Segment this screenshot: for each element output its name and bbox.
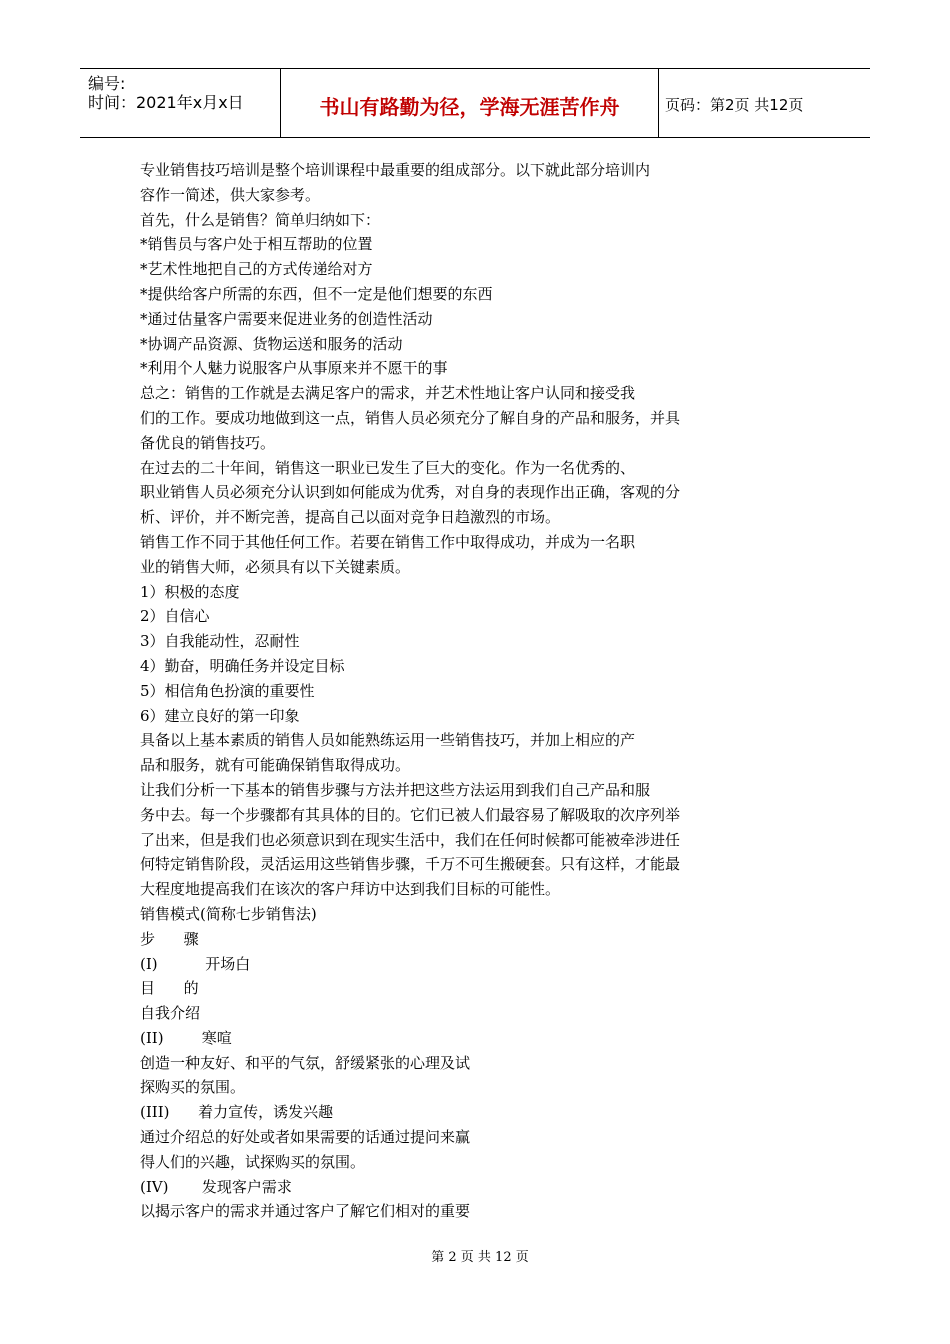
header-page-number: 页码：第2页 共12页	[665, 96, 804, 114]
body-line: 1）积极的态度	[140, 582, 240, 601]
body-line: 销售模式(简称七步销售法)	[140, 904, 317, 923]
header-motto: 书山有路勤为径，学海无涯苦作舟	[319, 95, 620, 119]
document-time-label: 时间：2021年x月x日	[88, 93, 244, 112]
body-line: 业的销售大师，必须具有以下关键素质。	[140, 557, 411, 576]
body-line: (III) 着力宣传，诱发兴趣	[140, 1103, 334, 1122]
body-line: 专业销售技巧培训是整个培训课程中最重要的组成部分。以下就此部分培训内	[140, 161, 651, 179]
body-line: 大程度地提高我们在该次的客户拜访中达到我们目标的可能性。	[140, 880, 561, 899]
body-line: (II) 寒喧	[140, 1028, 232, 1047]
body-line: (IV) 发现客户需求	[140, 1177, 292, 1196]
body-line: 何特定销售阶段，灵活运用这些销售步骤，千万不可生搬硬套。只有这样，才能最	[140, 855, 681, 874]
body-line: *提供给客户所需的东西，但不一定是他们想要的东西	[140, 284, 493, 303]
body-line: 职业销售人员必须充分认识到如何能成为优秀，对自身的表现作出正确，客观的分	[140, 483, 681, 502]
header-meta-cell	[80, 69, 281, 137]
body-line: 品和服务，就有可能确保销售取得成功。	[140, 756, 411, 775]
body-line: 具备以上基本素质的销售人员如能熟练运用一些销售技巧，并加上相应的产	[140, 731, 636, 750]
body-line: *艺术性地把自己的方式传递给对方	[140, 260, 373, 279]
header-page-cell	[659, 69, 870, 137]
body-line: 们的工作。要成功地做到这一点，销售人员必须充分了解自身的产品和服务，并具	[140, 408, 681, 427]
body-line: 以揭示客户的需求并通过客户了解它们相对的重要	[140, 1202, 471, 1221]
body-line: 步 骤	[140, 929, 199, 948]
body-line: *通过估量客户需要来促进业务的创造性活动	[140, 309, 433, 328]
body-line: 备优良的销售技巧。	[140, 433, 276, 452]
header-motto-cell	[281, 69, 659, 137]
body-line: 4）勤奋，明确任务并设定目标	[140, 656, 345, 675]
body-line: 在过去的二十年间，销售这一职业已发生了巨大的变化。作为一名优秀的、	[140, 458, 636, 477]
body-line: 了出来，但是我们也必须意识到在现实生活中，我们在任何时候都可能被牵涉进任	[140, 830, 681, 849]
body-line: 首先，什么是销售？简单归纳如下：	[140, 210, 381, 229]
body-line: 目 的	[140, 979, 199, 998]
body-line: 得人们的兴趣，试探购买的氛围。	[140, 1152, 366, 1171]
body-line: 创造一种友好、和平的气氛，舒缓紧张的心理及试	[140, 1053, 471, 1072]
body-line: 6）建立良好的第一印象	[140, 706, 300, 725]
body-line: *利用个人魅力说服客户从事原来并不愿干的事	[140, 359, 448, 378]
body-line: 务中去。每一个步骤都有其具体的目的。它们已被人们最容易了解吸取的次序列举	[140, 805, 681, 824]
body-line: 销售工作不同于其他任何工作。若要在销售工作中取得成功，并成为一名职	[140, 532, 636, 551]
body-line: 2）自信心	[140, 607, 210, 626]
body-line: 探购买的氛围。	[140, 1078, 246, 1097]
body-text	[140, 158, 750, 1224]
body-line: 让我们分析一下基本的销售步骤与方法并把这些方法运用到我们自己产品和服	[140, 780, 651, 799]
body-line: 自我介绍	[140, 1004, 201, 1023]
body-line: 5）相信角色扮演的重要性	[140, 681, 315, 700]
page-footer: 第 2 页 共 12 页	[431, 1250, 529, 1265]
body-line: *销售员与客户处于相互帮助的位置	[140, 235, 373, 254]
body-line: 析、评价，并不断完善，提高自己以面对竞争日趋激烈的市场。	[140, 508, 561, 527]
body-line: 总之：销售的工作就是去满足客户的需求，并艺术性地让客户认同和接受我	[140, 384, 636, 403]
body-line: *协调产品资源、货物运送和服务的活动	[140, 334, 403, 353]
body-line: 通过介绍总的好处或者如果需要的话通过提问来赢	[140, 1128, 471, 1147]
document-number-label: 编号:	[88, 74, 126, 93]
body-line: 容作一简述，供大家参考。	[140, 185, 321, 204]
body-line: 3）自我能动性，忍耐性	[140, 632, 300, 651]
body-line: (I) 开场白	[140, 954, 251, 973]
page-header	[80, 68, 870, 138]
